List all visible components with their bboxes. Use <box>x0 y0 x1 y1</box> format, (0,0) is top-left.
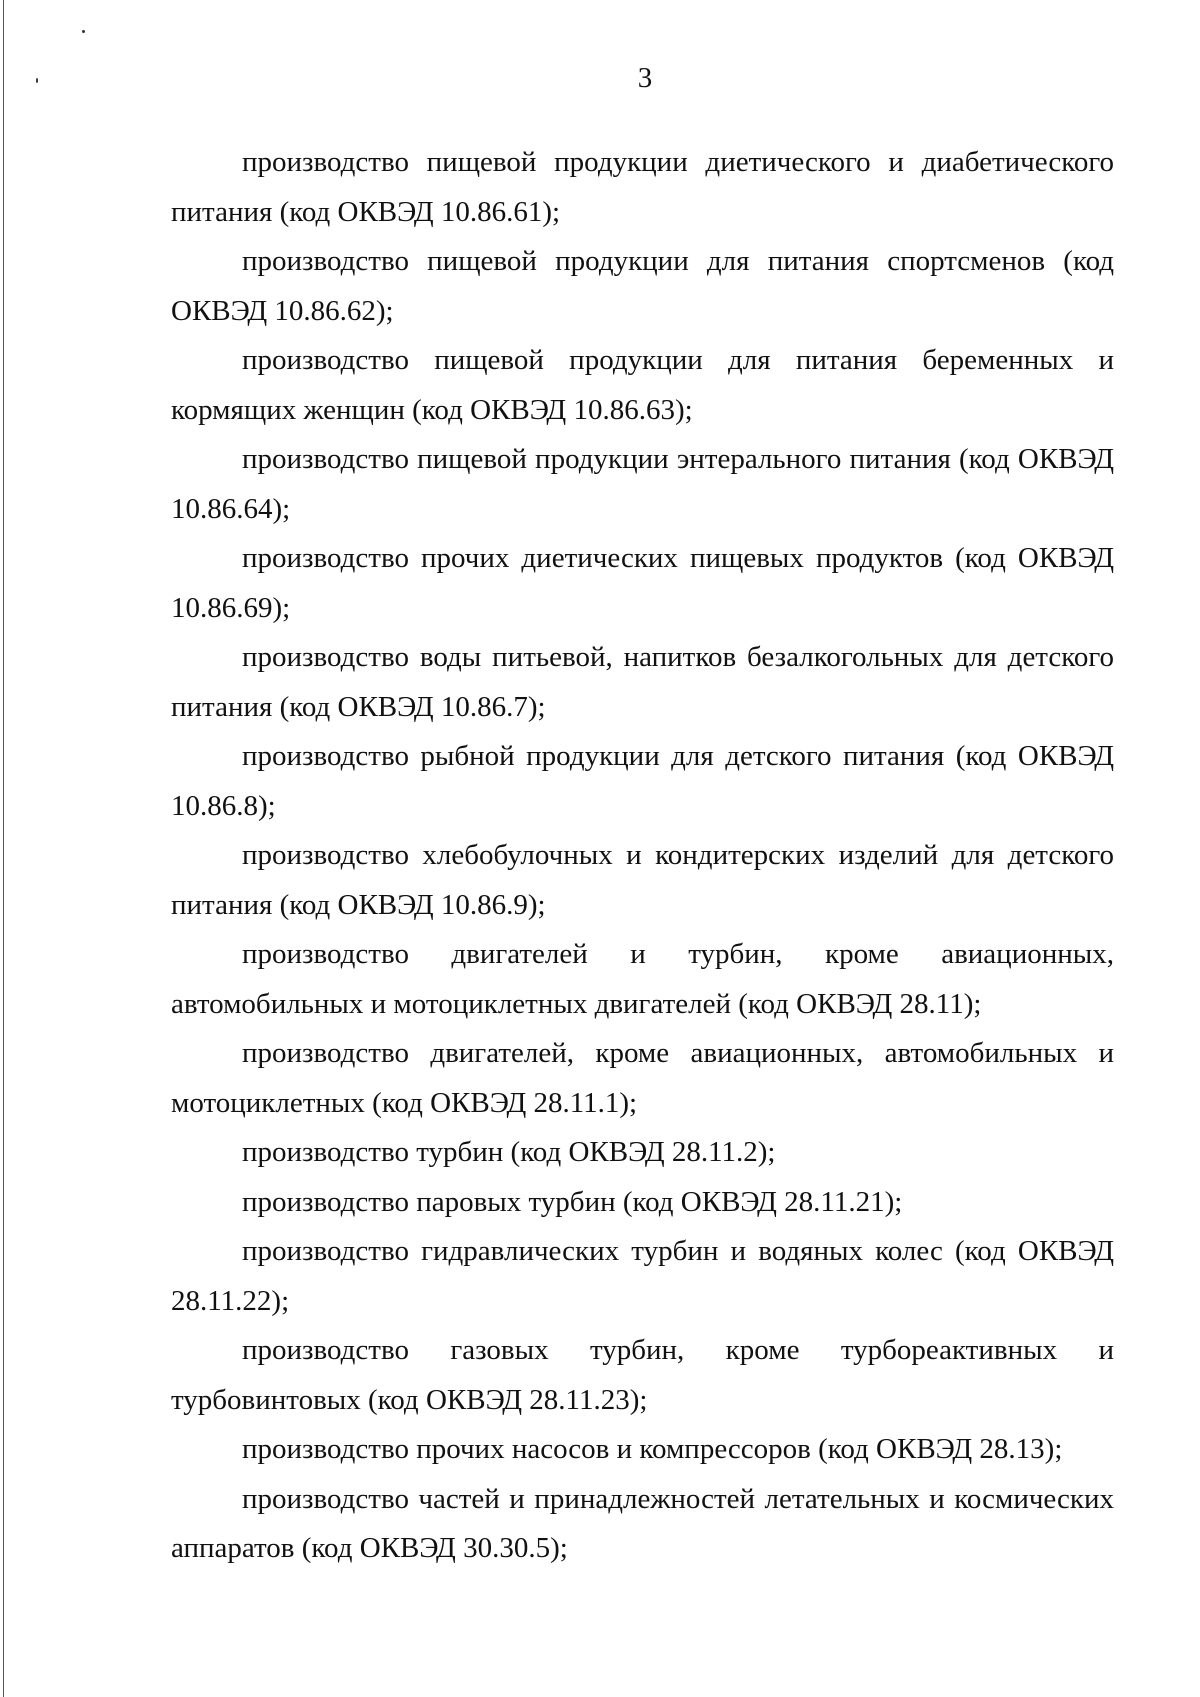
page-edge-line <box>3 0 4 1697</box>
list-item: производство пищевой продукции диетического и диабетического питания (код ОКВЭД 10.86.61); <box>171 146 1114 228</box>
list-item: производство частей и принадлежностей летательных и космических аппаратов (код ОКВЭД 30.30.5); <box>171 1482 1114 1564</box>
list-item: производство прочих насосов и компрессоров (код ОКВЭД 28.13); <box>242 1433 1063 1465</box>
list-item: производство прочих диетических пищевых продуктов (код ОКВЭД 10.86.69); <box>171 542 1114 624</box>
list-item: производство паровых турбин (код ОКВЭД 28.11.21); <box>242 1185 903 1218</box>
list-item: производство двигателей, кроме авиационных, автомобильных и мотоциклетных (код ОКВЭД 28.11.1); <box>171 1037 1114 1119</box>
scan-speck <box>82 30 85 33</box>
list-item: производство двигателей и турбин, кроме авиационных, автомобильных и мотоциклетных двигателей (код ОКВЭД 28.11); <box>171 938 1114 1020</box>
list-item: производство пищевой продукции энтерального питания (код ОКВЭД 10.86.64); <box>171 443 1114 525</box>
list-item: производство пищевой продукции для питания беременных и кормящих женщин (код ОКВЭД 10.86.63); <box>171 344 1114 426</box>
page-number: 3 <box>637 62 653 94</box>
list-item: производство хлебобулочных и кондитерских изделий для детского питания (код ОКВЭД 10.86.9); <box>171 839 1114 921</box>
list-item: производство турбин (код ОКВЭД 28.11.2); <box>242 1136 776 1168</box>
list-item: производство рыбной продукции для детского питания (код ОКВЭД 10.86.8); <box>171 740 1114 822</box>
list-item: производство пищевой продукции для питания спортсменов (код ОКВЭД 10.86.62); <box>171 245 1114 327</box>
list-item: производство воды питьевой, напитков безалкогольных для детского питания (код ОКВЭД 10.86.7); <box>171 641 1114 723</box>
list-item: производство гидравлических турбин и водяных колес (код ОКВЭД 28.11.22); <box>171 1235 1114 1317</box>
list-item: производство газовых турбин, кроме турбореактивных и турбовинтовых (код ОКВЭД 28.11.23); <box>171 1334 1114 1416</box>
document-body <box>171 138 1114 1574</box>
